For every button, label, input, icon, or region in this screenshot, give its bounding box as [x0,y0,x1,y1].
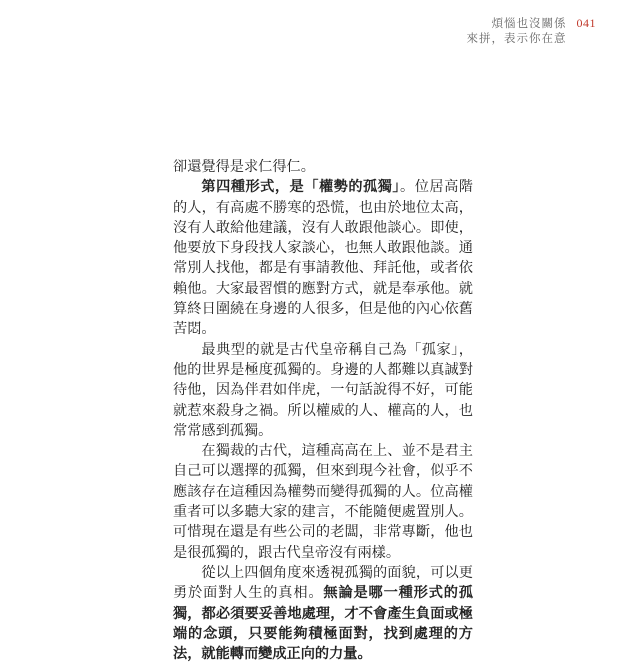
paragraph-2-bold-lead: 第四種形式，是「權勢的孤獨」 [201,179,401,196]
paragraph-5-bold-text: 無論是哪一種形式的孤獨，都必須要妥善地處理，才不會產生負面或極端的念頭，只要能夠積極面對，找到處理的方法，就能轉而變成正向的力量。 [173,585,473,663]
chapter-title: 煩惱也沒關係 [491,16,567,30]
paragraph-2-text: 。位居高階的人，有高處不勝寒的恐慌，也由於地位太高，沒有人敢給他建議，沒有人敢跟他談心。即使，他要放下身段找人家談心，也無人敢跟他談。通常別人找他，都是有事請教他、拜託他，或者依賴他。大家最習慣的應對方式，就是奉承他。就算終日圍繞在身邊的人很多，但是他的內心依舊苦悶。 [173,179,473,338]
running-header-titles [467,16,567,46]
paragraph-2 [173,177,473,339]
page-number: 041 [576,16,596,30]
paragraph-3: 最典型的就是古代皇帝稱自己為「孤家」，他的世界是極度孤獨的。身邊的人都難以真誠對待他，因為伴君如伴虎，一句話說得不好，可能就惹來殺身之禍。所以權威的人、權高的人，也常常感到孤獨。 [173,341,473,439]
paragraph-5 [173,563,473,664]
paragraph-5-text: 從以上四個角度來透視孤獨的面貌，可以更勇於面對人生的真相。 [173,564,473,602]
running-header [467,16,597,46]
paragraph-4: 在獨裁的古代，這種高高在上、並不是君主自己可以選擇的孤獨，但來到現今社會，似乎不應該存在這種因為權勢而變得孤獨的人。位高權重者可以多聽大家的建言，不能隨便處置別人。可惜現在還是有些公司的老闆，非常專斷，他也是很孤獨的，跟古代皇帝沒有兩樣。 [173,443,473,561]
body-text [173,157,473,664]
chapter-subtitle: 來拼，表示你在意 [466,31,567,45]
paragraph-1: 卻還覺得是求仁得仁。 [173,159,315,175]
